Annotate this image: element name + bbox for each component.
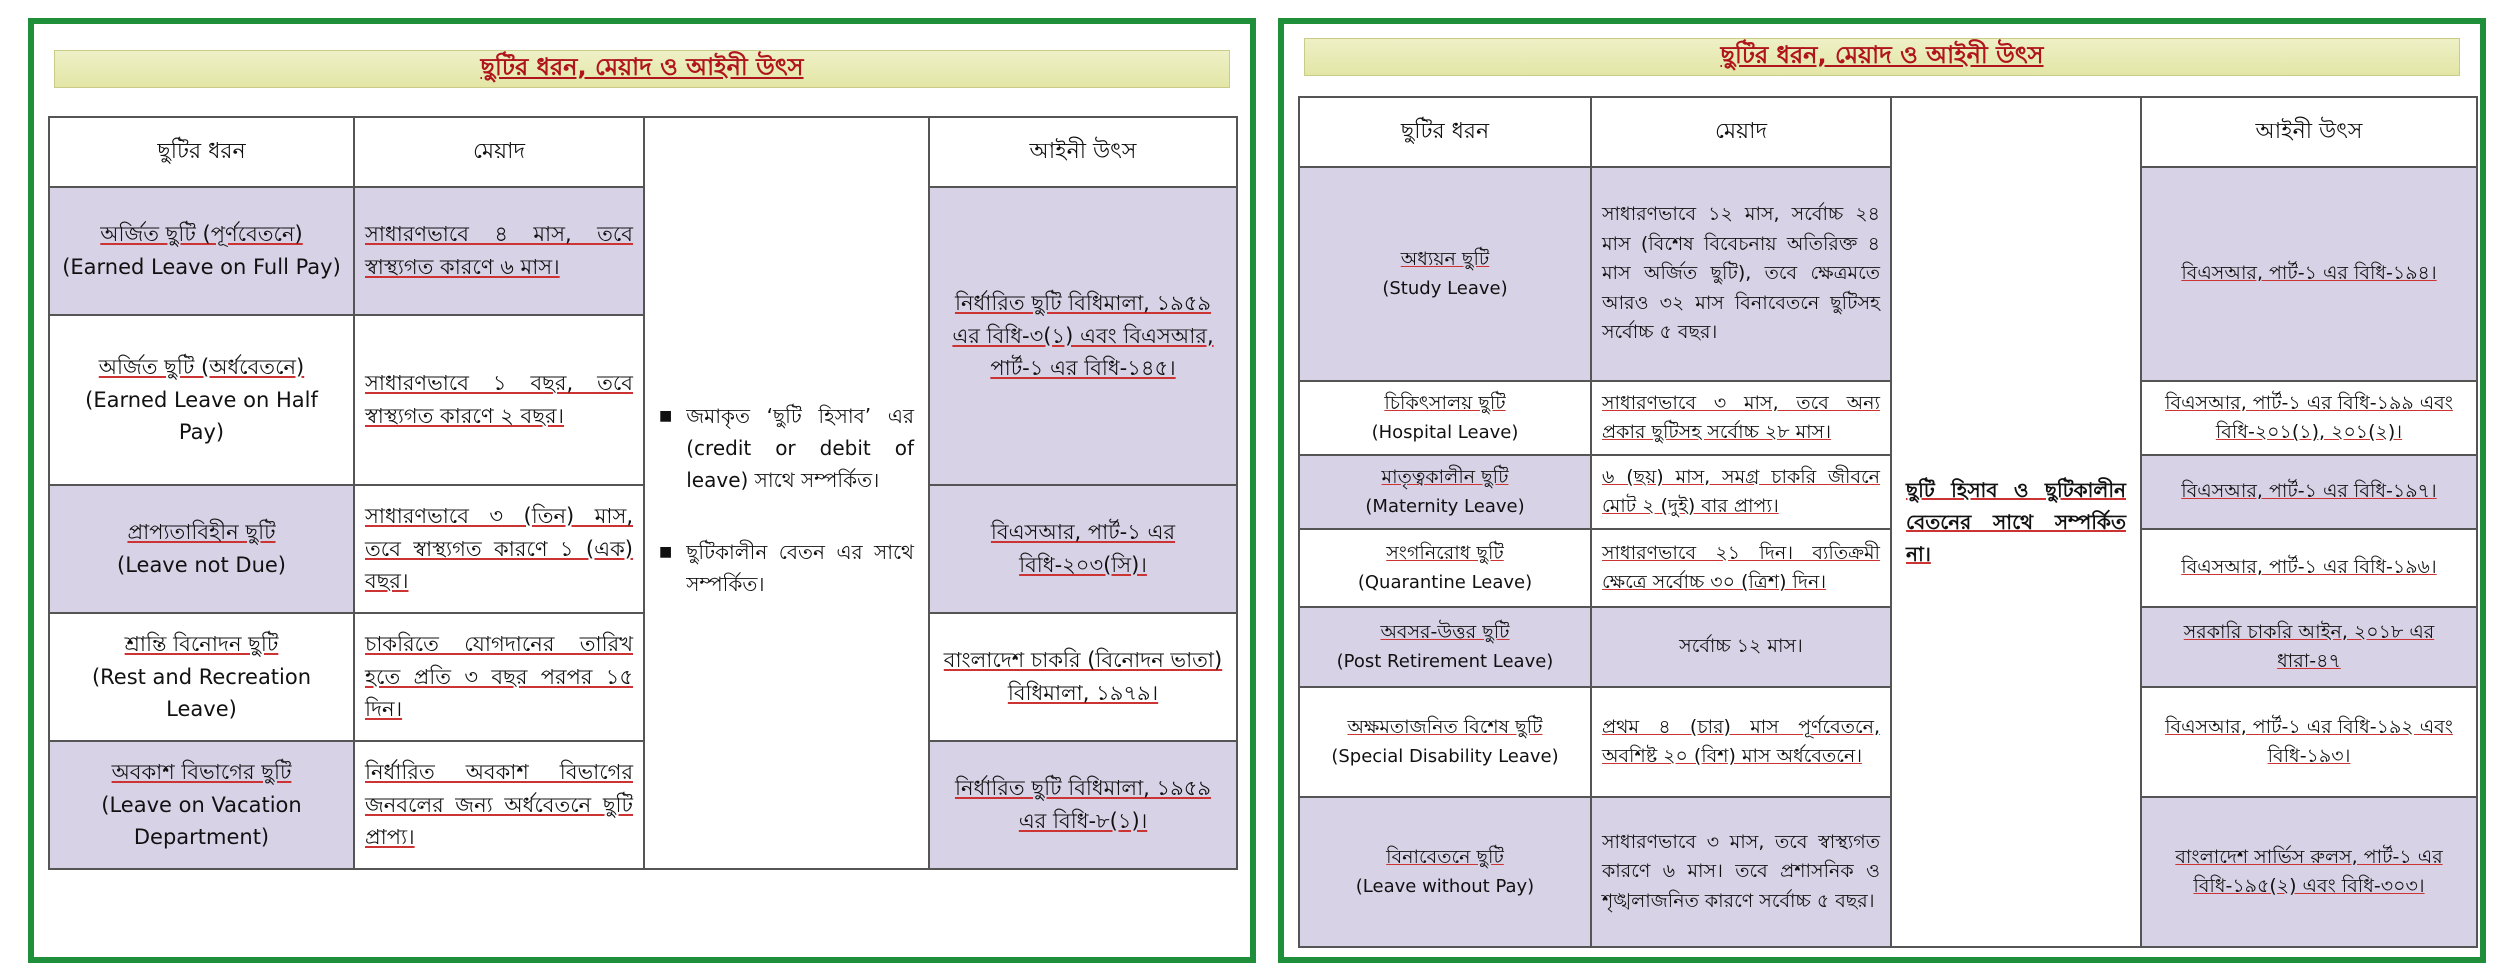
- table-row: [49, 187, 1237, 315]
- left-title-banner: [54, 50, 1230, 88]
- header-source: আইনী উৎস: [2141, 97, 2477, 167]
- duration-cell: সাধারণভাবে ৩ মাস, তবে অন্য প্রকার ছুটিসহ সর্বোচ্চ ২৮ মাস।: [1591, 381, 1891, 455]
- right-title-banner: [1304, 38, 2460, 76]
- right-panel: [1278, 18, 2486, 963]
- table-row: [1299, 529, 2477, 607]
- right-leave-table: [1298, 96, 2478, 948]
- leave-type-cell: সংগনিরোধ ছুটি (Quarantine Leave): [1299, 529, 1591, 607]
- table-row: [1299, 455, 2477, 529]
- left-title: ছুটির ধরন, মেয়াদ ও আইনী উৎস: [480, 53, 804, 81]
- header-source: আইনী উৎস: [929, 117, 1237, 187]
- table-row: [1299, 381, 2477, 455]
- bullet-item: ■ জমাকৃত ‘ছুটি হিসাব’ এর (credit or debit of leave) সাথে সম্পর্কিত।: [659, 404, 914, 492]
- duration-cell: সাধারণভাবে ৩ (তিন) মাস, তবে স্বাস্থ্যগত কারণে ১ (এক) বছর।: [354, 485, 644, 613]
- right-title: ছুটির ধরন, মেয়াদ ও আইনী উৎস: [1720, 41, 2044, 69]
- bullet-square-icon: ■: [659, 544, 673, 560]
- duration-cell: ৬ (ছয়) মাস, সমগ্র চাকরি জীবনে মোট ২ (দুই) বার প্রাপ্য।: [1591, 455, 1891, 529]
- table-row: [1299, 797, 2477, 947]
- duration-cell: সাধারণভাবে ৪ মাস, তবে স্বাস্থ্যগত কারণে ৬ মাস।: [354, 187, 644, 315]
- left-leave-table: [48, 116, 1238, 870]
- duration-cell: সাধারণভাবে ৩ মাস, তবে স্বাস্থ্যগত কারণে ৬ মাস। তবে প্রশাসনিক ও শৃঙ্খলাজনিত কারণে সর্বোচ্চ ৫ বছর।: [1591, 797, 1891, 947]
- table-row: [49, 613, 1237, 741]
- source-cell: বাংলাদেশ সার্ভিস রুলস, পার্ট-১ এর বিধি-১৯৫(২) এবং বিধি-৩০৩।: [2141, 797, 2477, 947]
- source-cell: নির্ধারিত ছুটি বিধিমালা, ১৯৫৯ এর বিধি-৩(১) এবং বিএসআর, পার্ট-১ এর বিধি-১৪৫।: [929, 187, 1237, 485]
- bullet-item: ■ ছুটিকালীন বেতন এর সাথে সম্পর্কিত।: [659, 540, 914, 596]
- source-cell: সরকারি চাকরি আইন, ২০১৮ এর ধারা-৪৭: [2141, 607, 2477, 687]
- leave-type-cell: অধ্যয়ন ছুটি (Study Leave): [1299, 167, 1591, 381]
- middle-notes-cell: [644, 117, 929, 869]
- duration-cell: সাধারণভাবে ১ বছর, তবে স্বাস্থ্যগত কারণে ২ বছর।: [354, 315, 644, 485]
- header-type: ছুটির ধরন: [49, 117, 354, 187]
- table-header-row: [49, 117, 1237, 187]
- duration-cell: সাধারণভাবে ২১ দিন। ব্যতিক্রমী ক্ষেত্রে সর্বোচ্চ ৩০ (ত্রিশ) দিন।: [1591, 529, 1891, 607]
- header-duration: মেয়াদ: [1591, 97, 1891, 167]
- leave-type-cell: মাতৃত্বকালীন ছুটি (Maternity Leave): [1299, 455, 1591, 529]
- leave-type-cell: চিকিৎসালয় ছুটি (Hospital Leave): [1299, 381, 1591, 455]
- header-duration: মেয়াদ: [354, 117, 644, 187]
- middle-note-cell: [1891, 97, 2141, 947]
- bullet-square-icon: ■: [659, 408, 673, 424]
- leave-type-cell: অর্জিত ছুটি (পূর্ণবেতনে) (Earned Leave on Full Pay): [49, 187, 354, 315]
- duration-cell: সর্বোচ্চ ১২ মাস।: [1591, 607, 1891, 687]
- source-cell: বিএসআর, পার্ট-১ এর বিধি-১৯৪।: [2141, 167, 2477, 381]
- leave-type-cell: বিনাবেতনে ছুটি (Leave without Pay): [1299, 797, 1591, 947]
- table-header-row: [1299, 97, 2477, 167]
- source-cell: বিএসআর, পার্ট-১ এর বিধি-১৯৬।: [2141, 529, 2477, 607]
- table-row: [1299, 607, 2477, 687]
- duration-cell: নির্ধারিত অবকাশ বিভাগের জনবলের জন্য অর্ধবেতনে ছুটি প্রাপ্য।: [354, 741, 644, 869]
- leave-type-cell: অবকাশ বিভাগের ছুটি (Leave on Vacation Department): [49, 741, 354, 869]
- source-cell: বাংলাদেশ চাকরি (বিনোদন ভাতা) বিধিমালা, ১৯৭৯।: [929, 613, 1237, 741]
- table-row: [49, 741, 1237, 869]
- duration-cell: প্রথম ৪ (চার) মাস পূর্ণবেতনে, অবশিষ্ট ২০ (বিশ) মাস অর্ধবেতনে।: [1591, 687, 1891, 797]
- leave-type-cell: শ্রান্তি বিনোদন ছুটি (Rest and Recreation Leave): [49, 613, 354, 741]
- source-cell: নির্ধারিত ছুটি বিধিমালা, ১৯৫৯ এর বিধি-৮(১)।: [929, 741, 1237, 869]
- table-row: [49, 485, 1237, 613]
- source-cell: বিএসআর, পার্ট-১ এর বিধি-১৯২ এবং বিধি-১৯৩।: [2141, 687, 2477, 797]
- leave-type-cell: অবসর-উত্তর ছুটি (Post Retirement Leave): [1299, 607, 1591, 687]
- source-cell: বিএসআর, পার্ট-১ এর বিধি-২০৩(সি)।: [929, 485, 1237, 613]
- table-row: [1299, 687, 2477, 797]
- header-type: ছুটির ধরন: [1299, 97, 1591, 167]
- duration-cell: সাধারণভাবে ১২ মাস, সর্বোচ্চ ২৪ মাস (বিশেষ বিবেচনায় অতিরিক্ত ৪ মাস অর্জিত ছুটি), তবে ক্ষেত্রমতে আরও ৩২ মাস বিনাবেতনে ছুটিসহ সর্বোচ্চ ৫ বছর।: [1591, 167, 1891, 381]
- source-cell: বিএসআর, পার্ট-১ এর বিধি-১৯৯ এবং বিধি-২০১(১), ২০১(২)।: [2141, 381, 2477, 455]
- source-cell: বিএসআর, পার্ট-১ এর বিধি-১৯৭।: [2141, 455, 2477, 529]
- duration-cell: চাকরিতে যোগদানের তারিখ হতে প্রতি ৩ বছর পরপর ১৫ দিন।: [354, 613, 644, 741]
- leave-type-cell: অর্জিত ছুটি (অর্ধবেতনে) (Earned Leave on Half Pay): [49, 315, 354, 485]
- left-panel: [28, 18, 1256, 963]
- table-row: [1299, 167, 2477, 381]
- leave-type-cell: প্রাপ্যতাবিহীন ছুটি (Leave not Due): [49, 485, 354, 613]
- leave-type-cell: অক্ষমতাজনিত বিশেষ ছুটি (Special Disability Leave): [1299, 687, 1591, 797]
- middle-note-text: ছুটি হিসাব ও ছুটিকালীন বেতনের সাথে সম্পর্কিত না।: [1906, 478, 2126, 566]
